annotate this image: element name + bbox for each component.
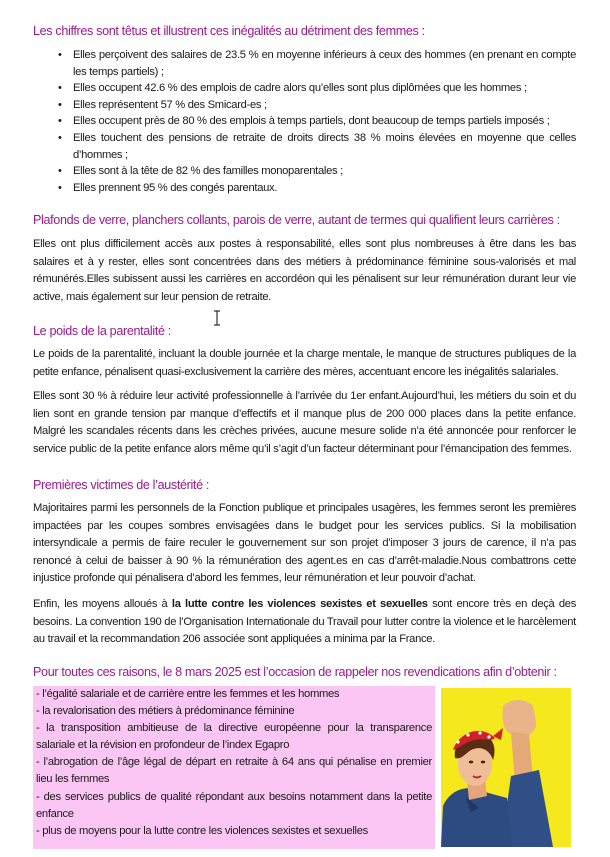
list-item: • Elles perçoivent des salaires de 23.5 % en moyenne inférieurs à ceux des hommes (en prenant en compte les temps partiels) ; — [58, 49, 576, 78]
bullet-icon: • — [58, 98, 62, 111]
list-item: • Elles prennent 95 % des congés parentaux. — [73, 180, 576, 197]
parenthood-paragraph-1: Le poids de la parentalité, incluant la double journée et la charge mentale, le manque de structures publiques de la petite enfance, pénalisent quasi-exclusivement la carrière des mères, accentuant encore les inégalités salariales. — [33, 348, 576, 378]
bullet-icon: • — [58, 131, 62, 144]
bullet-icon: • — [58, 165, 62, 178]
section-heading-careers: Plafonds de verre, planchers collants, parois de verre, autant de termes qui qualifient leurs carrières : — [33, 213, 560, 227]
list-item: • Elles représentent 57 % des Smicard-es ; — [73, 97, 576, 114]
list-item: • Elles touchent des pensions de retraite de droits directs 38 % moins élevées en moyenne que celles d’hommes ; — [58, 131, 576, 161]
section-heading-parenthood: Le poids de la parentalité : — [33, 324, 171, 338]
section-heading-austerity: Premières victimes de l’austérité : — [33, 478, 210, 492]
bullet-icon: • — [58, 115, 62, 128]
demand-item: - la transposition ambitieuse de la directive européenne pour la transparence salariale et la révision en profondeur de l’index Egapro — [36, 722, 432, 752]
demand-item: - l’abrogation de l’âge légal de départ en retraite à 64 ans qui pénalise en premier lieu les femmes — [36, 756, 432, 786]
we-can-do-it-poster-image — [441, 688, 571, 847]
demands-list — [36, 686, 432, 840]
list-item: • Elles sont à la tête de 82 % des familles monoparentales ; — [73, 163, 576, 180]
demand-item: - plus de moyens pour la lutte contre les violences sexistes et sexuelles — [36, 824, 368, 837]
demands-box — [33, 686, 435, 849]
list-item: • Elles occupent près de 80 % des emplois à temps partiels, dont beaucoup de temps partiels imposés ; — [73, 113, 576, 130]
bullet-icon: • — [58, 181, 62, 194]
austerity-paragraph-1: Majoritaires parmi les personnels de la Fonction publique et principales usagères, les femmes seront les premières impactées par les coupes sombres envisagées dans le budget pour les services publics. Si la mobilisation intersyndicale a permis de faire reculer le gouvernement sur son projet d’imposer 3 jours de carence, il n’a pas renoncé à celui de baisser à 90 % la rémunération des agent.es en cas d’arrêt-maladie.Nous combattrons cette injustice profonde qui pénalisera d’abord les femmes, leur rémunération et leur pouvoir d’achat. — [33, 502, 576, 585]
statistics-list — [58, 47, 576, 196]
section-heading-statistics: Les chiffres sont têtus et illustrent ces inégalités au détriment des femmes : — [33, 24, 425, 38]
austerity-paragraph-2: Enfin, les moyens alloués à la lutte contre les violences sexistes et sexuelles sont encore très en deçà des besoins. La convention 190 de l’Organisation Internationale du Travail pour lutter contre la violence et le harcèlement au travail et la recommandation 206 associée sont appliquées a minima par la France. — [33, 598, 576, 646]
demand-item: - la revalorisation des métiers à prédominance féminine — [36, 705, 295, 718]
violence-emphasis: la lutte contre les violences sexistes et sexuelles — [171, 598, 428, 610]
careers-paragraph: Elles ont plus difficilement accès aux postes à responsabilité, elles sont plus nombreuses à être dans les bas salaires et à y rester, elles sont concentrées dans des métiers à prédominance féminine sous-valorisés et mal rémunérés.Elles subissent aussi les carrières en accordéon qui les pénalisent sur leur rémunération durant leur vie active, mais également sur leur pension de retraite. — [33, 238, 576, 303]
section-heading-demands: Pour toutes ces raisons, le 8 mars 2025 est l’occasion de rappeler nos revendications afin d’obtenir : — [33, 665, 557, 679]
bullet-icon: • — [58, 82, 62, 95]
poster-illustration — [441, 688, 571, 847]
demand-item: - des services publics de qualité répondant aux besoins notamment dans la petite enfance — [36, 790, 432, 820]
demand-item: - l’égalité salariale et de carrière entre les femmes et les hommes — [36, 688, 340, 700]
list-item: • Elles occupent 42.6 % des emplois de cadre alors qu’elles sont plus diplômées que les hommes ; — [73, 80, 576, 97]
bullet-icon: • — [58, 49, 62, 61]
text-cursor-icon — [212, 310, 222, 326]
parenthood-paragraph-2: Elles sont 30 % à réduire leur activité professionnelle à l’arrivée du 1er enfant.Aujourd’hui, les métiers du soin et du lien sont en grande tension par manque d’effectifs et il manque plus de 200 000 places dans la petite enfance. Malgré les scandales récents dans les crèches privées, aucune mesure solide n’a été annoncée pour renforcer le service public de la petite enfance alors même qu’il s’agit d’un facteur déterminant pour l’émancipation des femmes. — [33, 390, 576, 455]
